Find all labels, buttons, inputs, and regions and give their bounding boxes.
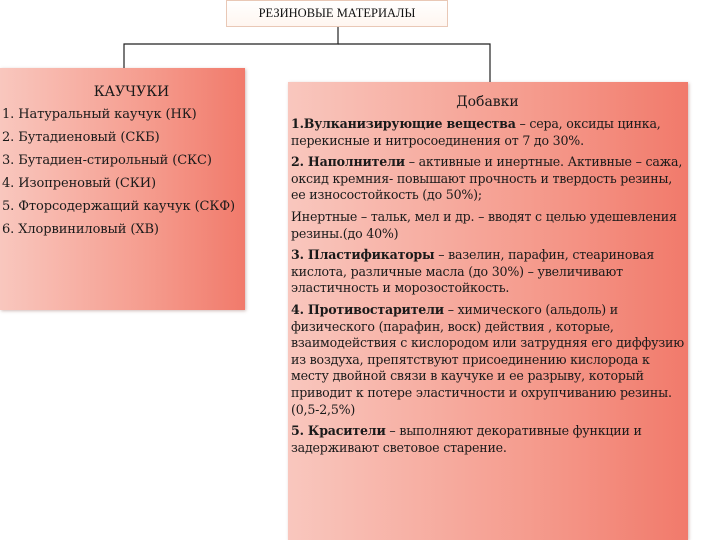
additive-term: 2. Наполнители	[291, 154, 405, 170]
rubber-item: 5. Фторсодержащий каучук (СКФ)	[2, 199, 236, 214]
additive-term: 4. Противостарители	[291, 301, 444, 317]
rubber-item: 3. Бутадиен-стирольный (СКС)	[2, 153, 212, 168]
additive-item	[291, 116, 684, 149]
additive-text: – химического (альдоль) и физического (парафин, воск) действия , которые, взаимодействия с кислородом или затрудняя его диффузию из воздуха, препятствуют присоединению кислорода к месту двойной связи в каучуке и ее разрыву, который приводит к потере эластичности и охрупчиванию резины. (0,5-2,5%)	[291, 301, 685, 417]
additive-item	[291, 209, 684, 242]
additives-box	[288, 82, 688, 540]
additive-text: – активные и инертные. Активные – сажа, оксид кремния- повышают прочность и твердость резины, ее износостойкость (до 50%);	[291, 154, 683, 203]
root-node-title: РЕЗИНОВЫЕ МАТЕРИАЛЫ	[258, 6, 416, 20]
additive-term: 1.Вулканизирующие вещества	[291, 116, 516, 131]
rubber-item: 2. Бутадиеновый (СКБ)	[2, 130, 160, 145]
additive-text: – сера, оксиды цинка, перекисные и нитросоединения от 7 до 30%.	[291, 116, 661, 148]
connector-root-to-right	[338, 44, 490, 82]
rubber-item: 4. Изопреновый (СКИ)	[2, 176, 156, 191]
additive-term: 3. Пластификаторы	[291, 247, 435, 263]
additive-text: – выполняют декоративные функции и задерживают световое старение.	[291, 423, 642, 455]
rubbers-title: КАУЧУКИ	[93, 84, 170, 100]
additive-item	[291, 247, 684, 297]
additive-item	[291, 154, 684, 204]
rubbers-box	[0, 68, 245, 310]
rubber-item: 1. Натуральный каучук (НК)	[2, 107, 197, 122]
connector-root-to-left	[124, 27, 338, 68]
additive-item	[291, 302, 684, 418]
additive-text: Инертные – тальк, мел и др. – вводят с целью удешевления резины.(до 40%)	[291, 208, 677, 241]
additive-item	[291, 423, 684, 456]
additive-term: 5. Красители	[291, 423, 386, 439]
rubber-item: 6. Хлорвиниловый (ХВ)	[2, 222, 159, 237]
additive-text: – вазелин, парафин, стеариновая кислота, различные масла (до 30%) – увеличивают эластичность и морозостойкость.	[291, 247, 655, 296]
root-node-box	[226, 0, 448, 27]
additives-title: Добавки	[456, 94, 519, 110]
